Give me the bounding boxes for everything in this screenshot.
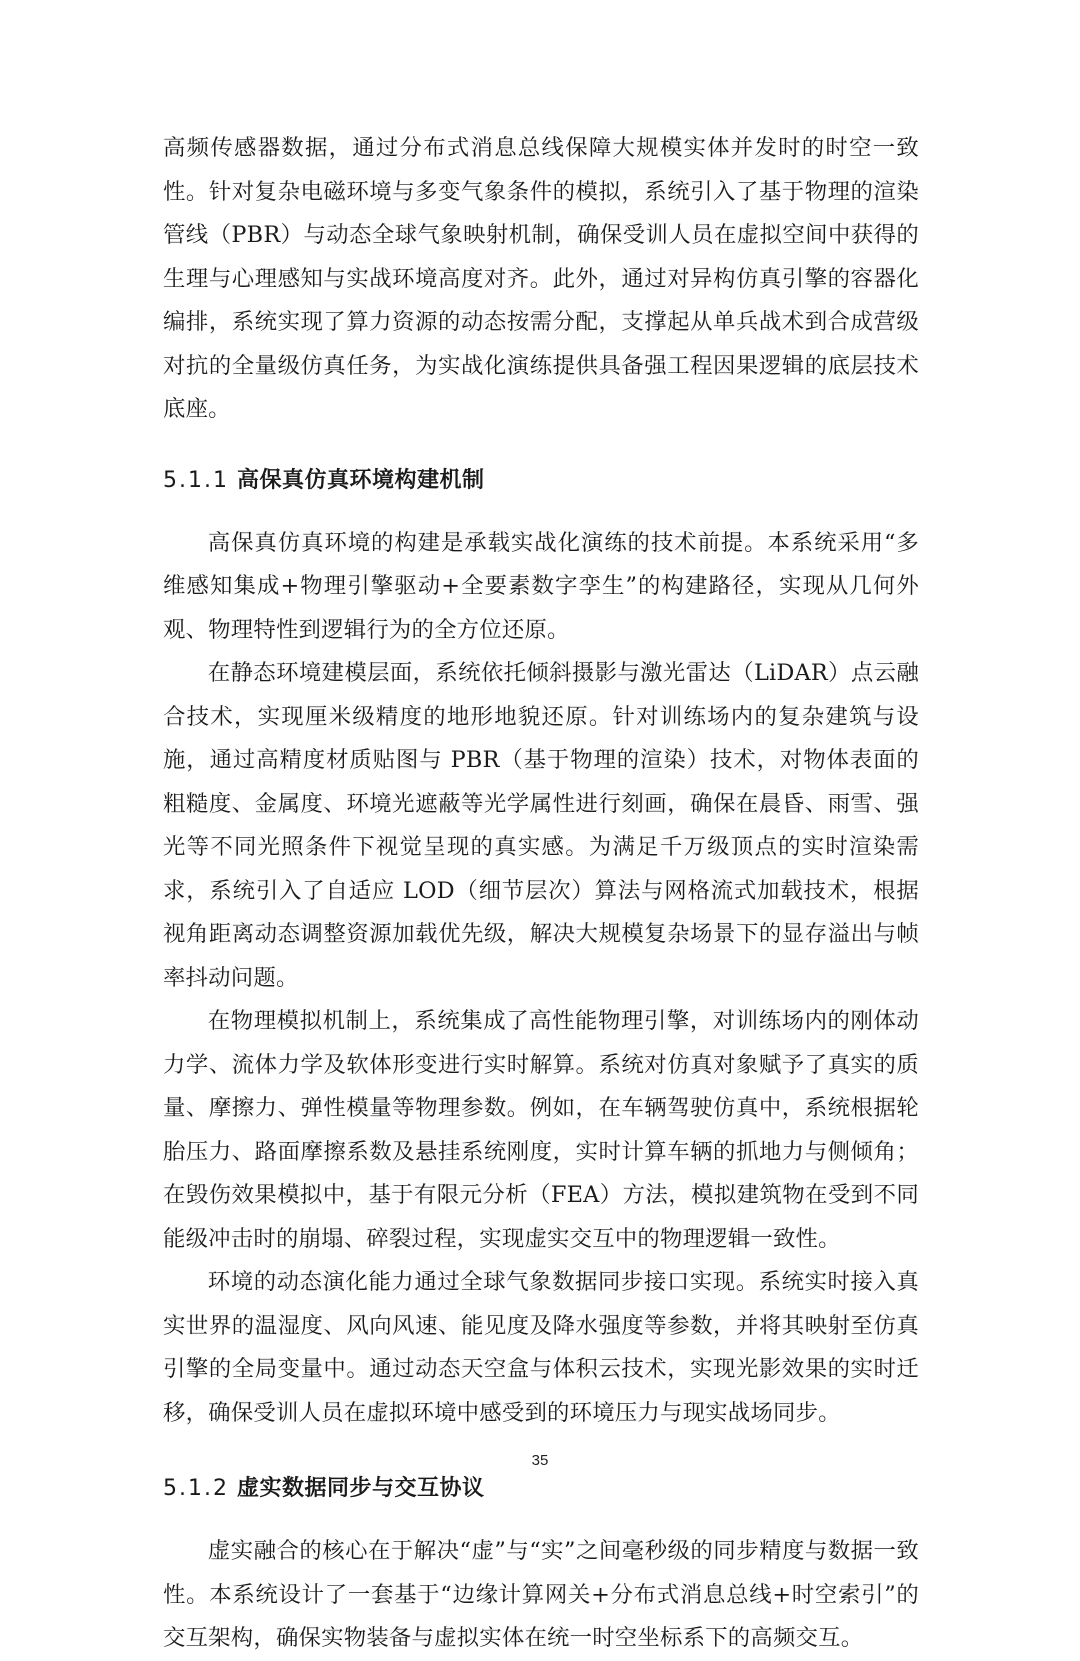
body-paragraph: 在静态环境建模层面，系统依托倾斜摄影与激光雷达（LiDAR）点云融合技术，实现厘米级精度的地形地貌还原。针对训练场内的复杂建筑与设施，通过高精度材质贴图与 PBR（基于物理的渲染）技术，对物体表面的粗糙度、金属度、环境光遮蔽等光学属性进行刻画，确保在晨昏、雨雪、强光等不同光照条件下视觉呈现的真实感。为满足千万级顶点的实时渲染需求，系统引入了自适应 LOD（细节层次）算法与网格流式加载技术，根据视角距离动态调整资源加载优先级，解决大规模复杂场景下的显存溢出与帧率抖动问题。 (163, 660, 919, 991)
body-paragraph: 高保真仿真环境的构建是承载实战化演练的技术前提。本系统采用“多维感知集成+物理引擎驱动+全要素数字孪生”的构建路径，实现从几何外观、物理特性到逻辑行为的全方位还原。 (163, 529, 919, 643)
section-title: 高保真仿真环境构建机制 (236, 467, 485, 493)
body-paragraph: 环境的动态演化能力通过全球气象数据同步接口实现。系统实时接入真实世界的温湿度、风向风速、能见度及降水强度等参数，并将其映射至仿真引擎的全局变量中。通过动态天空盒与体积云技术，实现光影效果的实时迁移，确保受训人员在虚拟环境中感受到的环境压力与现实战场同步。 (163, 1269, 919, 1426)
intro-paragraph: 高频传感器数据，通过分布式消息总线保障大规模实体并发时的时空一致性。针对复杂电磁环境与多变气象条件的模拟，系统引入了基于物理的渲染管线（PBR）与动态全球气象映射机制，确保受训人员在虚拟空间中获得的生理与心理感知与实战环境高度对齐。此外，通过对异构仿真引擎的容器化编排，系统实现了算力资源的动态按需分配，支撑起从单兵战术到合成营级对抗的全量级仿真任务，为实战化演练提供具备强工程因果逻辑的底层技术底座。 (163, 135, 919, 422)
section-number: 5.1.1 (163, 467, 229, 493)
section-heading-5-1-1 (163, 465, 919, 497)
body-paragraph: 虚实融合的核心在于解决“虚”与“实”之间毫秒级的同步精度与数据一致性。本系统设计了一套基于“边缘计算网关+分布式消息总线+时空索引”的交互架构，确保实物装备与虚拟实体在统一时空坐标系下的高频交互。 (163, 1538, 919, 1651)
section-title: 虚实数据同步与交互协议 (236, 1476, 485, 1501)
page-number: 35 (531, 1452, 549, 1469)
section-number: 5.1.2 (163, 1476, 229, 1501)
document-page (163, 127, 919, 1661)
body-paragraph: 在物理模拟机制上，系统集成了高性能物理引擎，对训练场内的刚体动力学、流体力学及软体形变进行实时解算。系统对仿真对象赋予了真实的质量、摩擦力、弹性模量等物理参数。例如，在车辆驾驶仿真中，系统根据轮胎压力、路面摩擦系数及悬挂系统刚度，实时计算车辆的抓地力与侧倾角；在毁伤效果模拟中，基于有限元分析（FEA）方法，模拟建筑物在受到不同能级冲击时的崩塌、碎裂过程，实现虚实交互中的物理逻辑一致性。 (163, 1008, 919, 1252)
section-heading-5-1-2 (163, 1473, 919, 1505)
